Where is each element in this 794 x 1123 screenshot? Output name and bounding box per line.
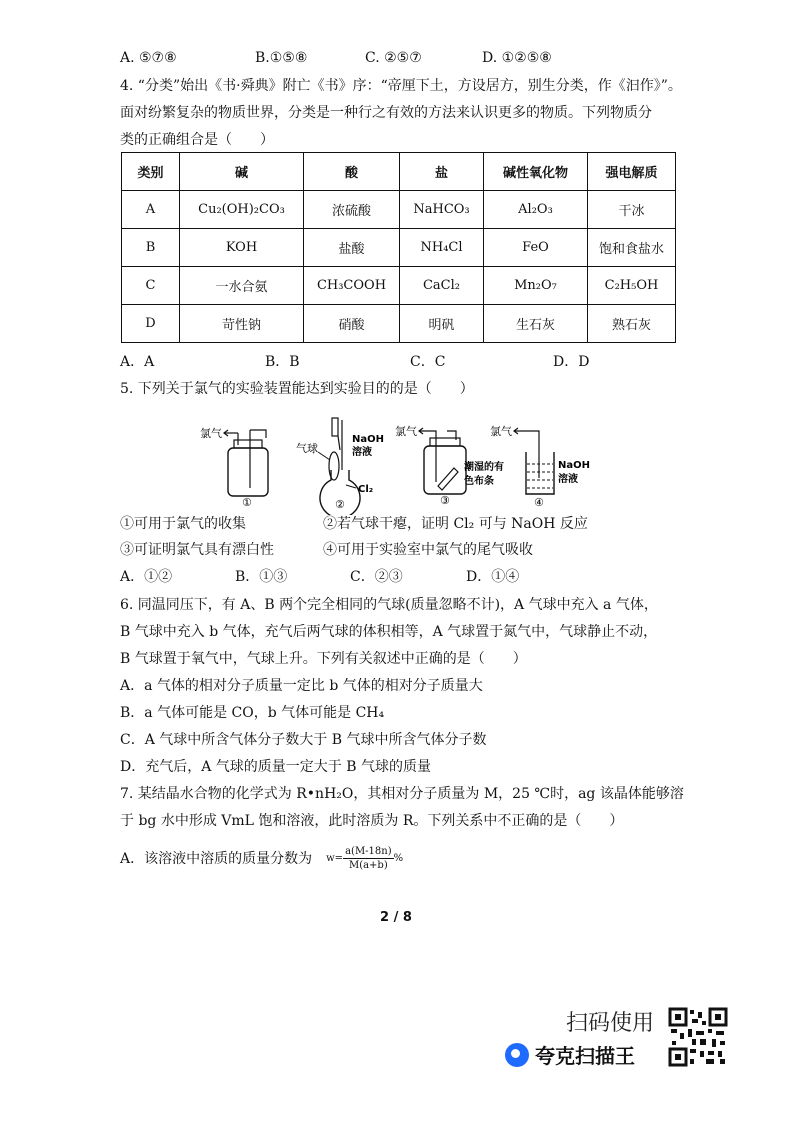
q5-statement-3: ③可证明氯气具有漂白性	[120, 542, 274, 558]
label-apparatus-2-num: ②	[335, 498, 345, 511]
q4-option-d: D．D	[553, 354, 590, 370]
header-cell: 酸	[304, 153, 400, 191]
table-row	[122, 229, 676, 267]
q7-option-a	[120, 845, 403, 872]
q6-stem-line2: B 气球中充入 b 气体，充气后两气球的体积相等，A 气球置于氮气中，气球静止不动，	[120, 624, 658, 640]
table-cell: A	[122, 191, 180, 229]
label-wet-cloth-1: 潮湿的有	[464, 462, 504, 473]
label-solution-2: 溶液	[352, 447, 372, 458]
q7-option-a-text: A．该溶液中溶质的质量分数为	[120, 850, 313, 867]
label-apparatus-1-num: ①	[242, 496, 252, 509]
label-chlorine-4: 氯气	[490, 425, 512, 438]
apparatus-3	[395, 424, 504, 507]
table-cell: 饱和食盐水	[588, 229, 676, 267]
header-cell: 强电解质	[588, 153, 676, 191]
q6-option-a: A．a 气体的相对分子质量一定比 b 气体的相对分子质量大	[120, 678, 483, 694]
table-cell: NaHCO₃	[400, 191, 484, 229]
q5-option-d: D．①④	[466, 569, 520, 585]
table-cell: 明矾	[400, 305, 484, 343]
q4-option-c: C．C	[410, 354, 446, 370]
q6-option-c: C．A 气球中所含气体分子数大于 B 气球中所含气体分子数	[120, 732, 487, 748]
formula-suffix: %	[393, 852, 404, 864]
label-apparatus-4-num: ④	[534, 496, 544, 509]
mass-fraction-formula	[343, 845, 394, 872]
q6-option-b: B．a 气体可能是 CO，b 气体可能是 CH₄	[120, 705, 385, 721]
apparatus-figure	[190, 410, 610, 515]
label-naoh-2: NaOH	[352, 434, 384, 445]
label-solution-4: 溶液	[558, 474, 578, 485]
table-cell: B	[122, 229, 180, 267]
apparatus-4	[490, 424, 590, 509]
header-cell: 碱性氧化物	[484, 153, 588, 191]
table-cell: CH₃COOH	[304, 267, 400, 305]
label-wet-cloth-2: 色布条	[464, 476, 494, 487]
q6-stem-line1: 6. 同温同压下，有 A、B 两个完全相同的气球(质量忽略不计)，A 气球中充入 a 气体，	[120, 597, 658, 613]
table-row	[122, 191, 676, 229]
table-cell: Mn₂O₇	[484, 267, 588, 305]
scanner-brand-name: 夸克扫描王	[535, 1044, 635, 1068]
table-cell: 浓硫酸	[304, 191, 400, 229]
label-apparatus-3-num: ③	[440, 494, 450, 507]
table-cell: D	[122, 305, 180, 343]
table-cell: 硝酸	[304, 305, 400, 343]
q3-option-c: C. ②⑤⑦	[365, 50, 422, 66]
q5-option-c: C．②③	[350, 569, 403, 585]
q5-option-a: A．①②	[120, 569, 173, 585]
qr-code-icon[interactable]	[668, 1007, 728, 1067]
q5-stem: 5. 下列关于氯气的实验装置能达到实验目的的是（ ）	[120, 381, 474, 397]
table-cell: 一水合氨	[180, 267, 304, 305]
q5-statement-4: ④可用于实验室中氯气的尾气吸收	[323, 542, 533, 558]
header-cell: 盐	[400, 153, 484, 191]
table-cell: 干冰	[588, 191, 676, 229]
quark-logo-icon	[505, 1043, 529, 1067]
table-cell: C	[122, 267, 180, 305]
q4-stem-line2: 面对纷繁复杂的物质世界，分类是一种行之有效的方法来认识更多的物质。下列物质分	[120, 105, 652, 121]
q3-option-b: B.①⑤⑧	[255, 50, 308, 66]
q7-stem-line1: 7. 某结晶水合物的化学式为 R•nH₂O，其相对分子质量为 M，25 ℃时，ag 该晶体能够溶	[120, 786, 684, 802]
formula-prefix: w=	[326, 852, 344, 864]
table-cell: 生石灰	[484, 305, 588, 343]
scanner-brand	[505, 1040, 635, 1069]
q3-option-a: A. ⑤⑦⑧	[120, 50, 177, 66]
label-chlorine-1: 氯气	[200, 427, 222, 440]
classification-table	[121, 152, 676, 343]
table-cell: KOH	[180, 229, 304, 267]
table-cell: 熟石灰	[588, 305, 676, 343]
formula-denominator: M(a+b)	[348, 860, 388, 871]
table-cell: Cu₂(OH)₂CO₃	[180, 191, 304, 229]
q7-stem-line2: 于 bg 水中形成 VmL 饱和溶液，此时溶质为 R。下列关系中不正确的是（ ）	[120, 813, 624, 829]
apparatus-1	[200, 426, 268, 509]
q5-statement-2: ②若气球干瘪，证明 Cl₂ 可与 NaOH 反应	[323, 516, 588, 532]
table-cell: NH₄Cl	[400, 229, 484, 267]
table-cell: 盐酸	[304, 229, 400, 267]
page-number: 2 / 8	[380, 910, 412, 925]
q5-statement-1: ①可用于氯气的收集	[120, 516, 246, 532]
table-cell: 苛性钠	[180, 305, 304, 343]
q4-stem-line3: 类的正确组合是（ ）	[120, 132, 274, 148]
q4-option-b: B．B	[265, 354, 300, 370]
label-balloon: 气球	[296, 442, 318, 455]
q4-stem-line1: 4. “分类”始出《书·舜典》附亡《书》序：“帝厘下土，方设居方，别生分类，作《汩作》”。	[120, 78, 682, 94]
table-row	[122, 267, 676, 305]
scan-to-use-label: 扫码使用	[566, 1011, 655, 1036]
label-naoh-4: NaOH	[558, 460, 590, 471]
table-cell: C₂H₅OH	[588, 267, 676, 305]
q3-option-d: D. ①②⑤⑧	[482, 50, 552, 66]
formula-numerator: a(M-18n)	[345, 846, 392, 857]
header-cell: 类别	[122, 153, 180, 191]
label-cl2: Cl₂	[358, 484, 374, 495]
q4-option-a: A．A	[120, 354, 155, 370]
apparatus-2	[296, 418, 384, 515]
q6-option-d: D．充气后，A 气球的质量一定大于 B 气球的质量	[120, 759, 431, 775]
q5-option-b: B．①③	[235, 569, 288, 585]
q6-stem-line3: B 气球置于氧气中，气球上升。下列有关叙述中正确的是（ ）	[120, 651, 527, 667]
table-cell: Al₂O₃	[484, 191, 588, 229]
table-row	[122, 305, 676, 343]
table-cell: CaCl₂	[400, 267, 484, 305]
header-cell: 碱	[180, 153, 304, 191]
table-header-row	[122, 153, 676, 191]
label-chlorine-3: 氯气	[395, 425, 417, 438]
table-cell: FeO	[484, 229, 588, 267]
